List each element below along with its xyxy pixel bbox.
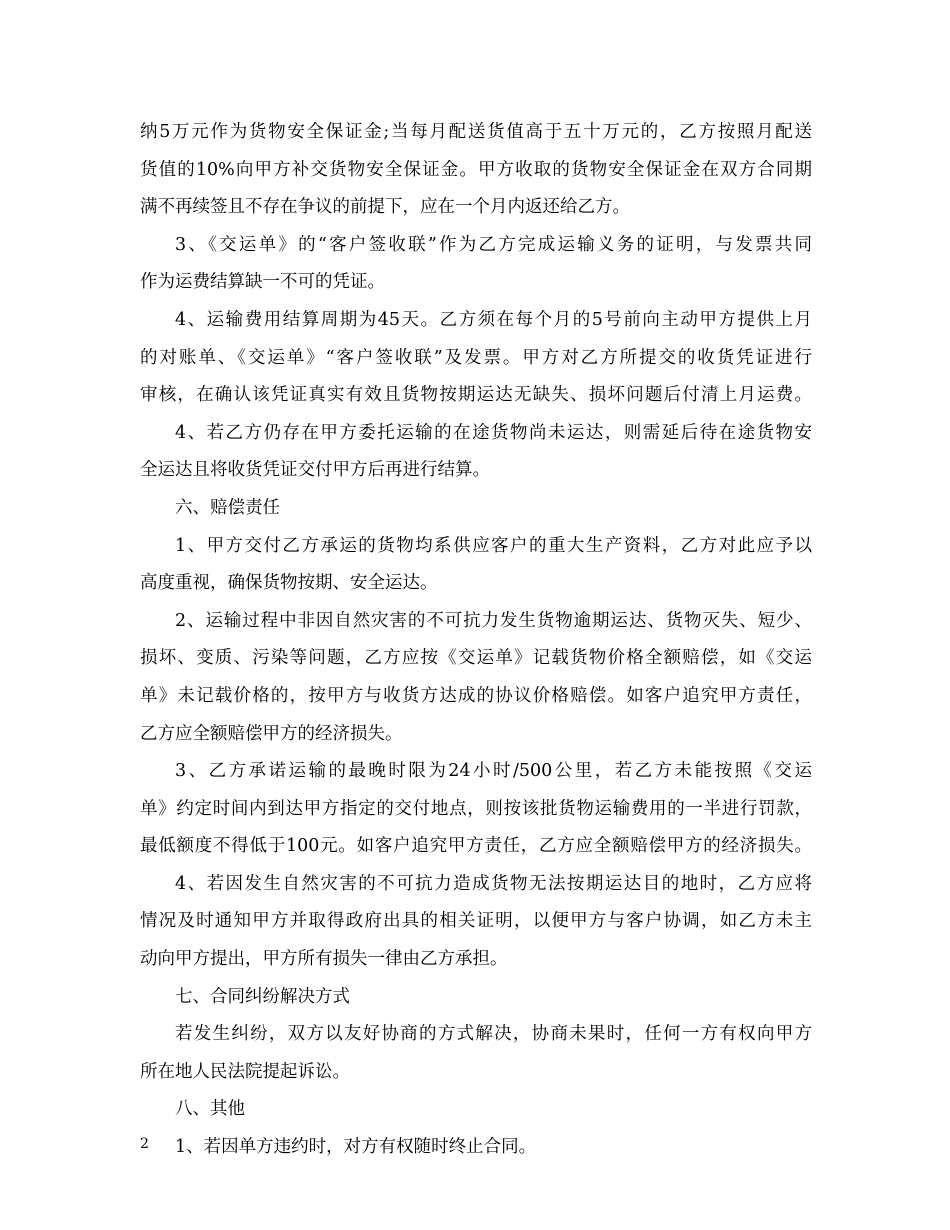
text-line: 情况及时通知甲方并取得政府出具的相关证明，以便甲方与客户协调，如乙方未主	[140, 911, 812, 932]
section-heading: 六、赔偿责任	[175, 497, 280, 518]
text-line: 满不再续签且不存在争议的前提下，应在一个月内返还给乙方。	[140, 197, 630, 218]
section-heading: 八、其他	[175, 1099, 245, 1120]
text-line: 纳5万元作为货物安全保证金;当每月配送货值高于五十万元的，乙方按照月配送	[140, 122, 812, 142]
text-line: 最低额度不得低于100元。如客户追究甲方责任，乙方应全额赔偿甲方的经济损失。	[140, 836, 812, 857]
text-line: 作为运费结算缺一不可的凭证。	[140, 272, 385, 293]
text-line: 4、若乙方仍存在甲方委托运输的在途货物尚未运达，则需延后待在途货物安	[175, 422, 812, 443]
text-line: 乙方应全额赔偿甲方的经济损失。	[140, 723, 403, 744]
text-line: 单》未记载价格的，按甲方与收货方达成的协议价格赔偿。如客户追究甲方责任，	[140, 685, 812, 706]
text-line: 若发生纠纷，双方以友好协商的方式解决，协商未果时，任何一方有权向甲方	[175, 1024, 812, 1045]
text-line: 4、运输费用结算周期为45天。乙方须在每个月的5号前向主动甲方提供上月	[175, 309, 812, 330]
text-line: 高度重视，确保货物按期、安全运达。	[140, 573, 438, 594]
text-line: 2、运输过程中非因自然灾害的不可抗力发生货物逾期运达、货物灭失、短少、	[175, 610, 812, 631]
text-line: 货值的10%向甲方补交货物安全保证金。甲方收取的货物安全保证金在双方合同期	[140, 159, 812, 180]
text-line: 动向甲方提出，甲方所有损失一律由乙方承担。	[140, 949, 508, 970]
text-line: 1、若因单方违约时，对方有权随时终止合同。	[175, 1137, 537, 1158]
text-line: 1、甲方交付乙方承运的货物均系供应客户的重大生产资料，乙方对此应予以	[175, 535, 812, 556]
text-line: 损坏、变质、污染等问题，乙方应按《交运单》记载货物价格全额赔偿，如《交运	[140, 648, 812, 669]
text-line: 4、若因发生自然灾害的不可抗力造成货物无法按期运达目的地时，乙方应将	[175, 873, 812, 894]
text-line: 3、乙方承诺运输的最晚时限为24小时/500公里，若乙方未能按照《交运	[175, 761, 812, 782]
text-line: 3、《交运单》的“客户签收联”作为乙方完成运输义务的证明，与发票共同	[175, 234, 812, 255]
text-line: 全运达且将收货凭证交付甲方后再进行结算。	[140, 460, 490, 481]
text-line: 单》约定时间内到达甲方指定的交付地点，则按该批货物运输费用的一半进行罚款，	[140, 798, 812, 819]
page-number: 2	[140, 1136, 149, 1152]
document-body	[140, 114, 812, 1167]
section-heading: 七、合同纠纷解决方式	[175, 986, 350, 1007]
text-line: 所在地人民法院提起诉讼。	[140, 1061, 350, 1082]
text-line: 的对账单、《交运单》“客户签收联”及发票。甲方对乙方所提交的收货凭证进行	[140, 347, 812, 368]
text-line: 审核，在确认该凭证真实有效且货物按期运达无缺失、损坏问题后付清上月运费。	[140, 385, 812, 406]
